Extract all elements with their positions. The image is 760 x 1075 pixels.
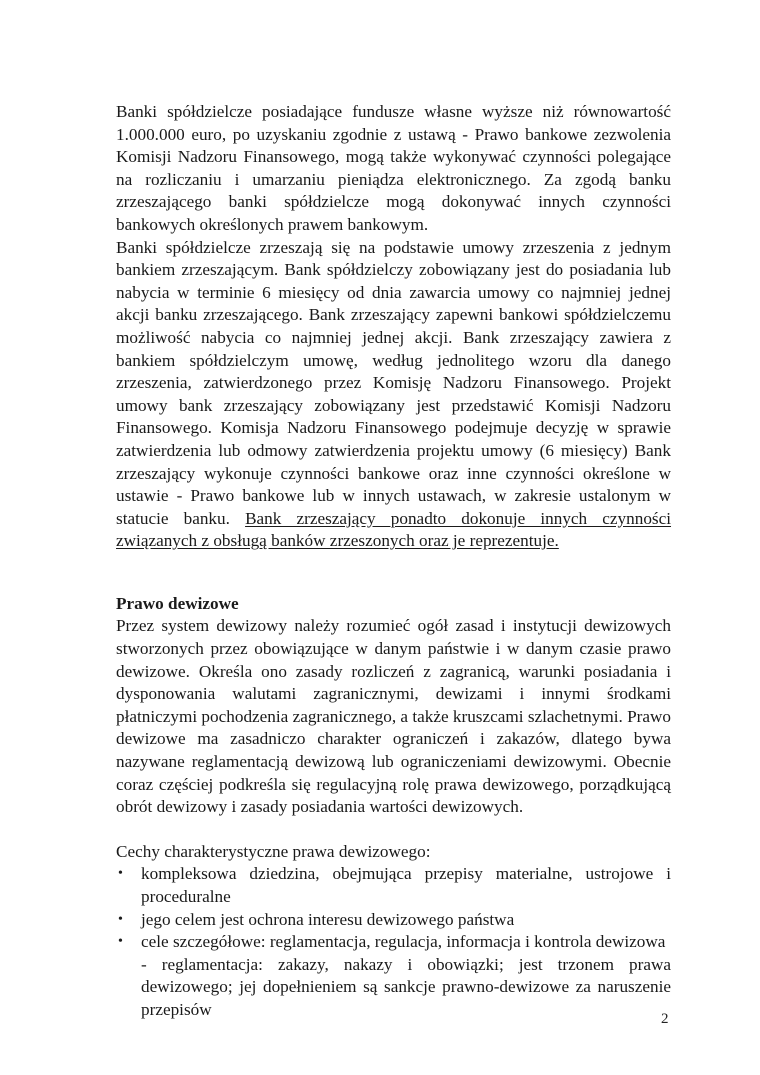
underlined-sentence: Bank zrzeszający ponadto dokonuje innych czynności związanych z obsługą banków zrzeszonych oraz je reprezentuje. [116,508,672,551]
list-item-text: cele szczegółowe: reglamentacja, regulacja, informacja i kontrola dewizowa [141,932,666,952]
list-item [116,863,671,908]
paragraph-association-agreement [116,237,671,553]
section-heading: Prawo dewizowe [116,593,239,613]
list-item-text: jego celem jest ochrona interesu dewizowego państwa [141,909,515,929]
characteristics-list [116,863,671,1021]
paragraph-foreign-exchange-system: Przez system dewizowy należy rozumieć ogół zasad i instytucji dewizowych stworzonych przez obowiązujące w danym państwie i w danym czasie prawo dewizowe. Określa ono zasady rozliczeń z zagranicą, warunki posiadania i dysponowania walutami zagranicznymi, dewizami i innymi środkami płatniczymi pochodzenia zagranicznego, a także kruszcami szlachetnymi. Prawo dewizowe ma zasadniczo charakter ograniczeń i zakazów, dlatego bywa nazywane reglamentacją dewizową lub ograniczeniami dewizowymi. Obecnie coraz częściej podkreśla się regulacyjną rolę prawa dewizowego, porządkującą obrót dewizowy i zasady posiadania wartości dewizowych. [116,616,672,817]
list-item-text: kompleksowa dziedzina, obejmująca przepisy materialne, ustrojowe i proceduralne [141,864,671,906]
list-item-subtext: - reglamentacja: zakazy, nakazy i obowiązki; jest trzonem prawa dewizowego; jej dopełnieniem są sankcje prawno-dewizowe za naruszenie przepisów [141,954,671,1019]
list-item [116,909,671,932]
section-spacer [116,553,671,593]
bullet-icon: • [118,911,123,927]
page-number: 2 [661,1011,669,1027]
bullet-icon: • [118,934,123,950]
list-intro: Cechy charakterystyczne prawa dewizowego: [116,841,431,861]
list-item [116,931,671,1021]
paragraph-cooperative-banks-electronic-money: Banki spółdzielcze posiadające fundusze własne wyższe niż równowartość 1.000.000 euro, po uzyskaniu zgodnie z ustawą - Prawo bankowe zezwolenia Komisji Nadzoru Finansowego, mogą także wykonywać czynności polegające na rozliczaniu i umarzaniu pieniądza elektronicznego. Za zgodą banku zrzeszającego banki spółdzielcze mogą dokonywać innych czynności bankowych określonych prawem bankowym. [116,102,671,234]
paragraph-spacer [116,819,671,841]
paragraph-association-text: Banki spółdzielcze zrzeszają się na podstawie umowy zrzeszenia z jednym bankiem zrzeszającym. Bank spółdzielczy zobowiązany jest do posiadania lub nabycia w terminie 6 miesięcy od dnia zawarcia umowy co najmniej jednej akcji banku zrzeszającego. Bank zrzeszający zapewni bankowi spółdzielczemu możliwość nabycia co najmniej jednej akcji. Bank zrzeszający zawiera z bankiem spółdzielczym umowę, według jednolitego wzoru dla danego zrzeszenia, zatwierdzonego przez Komisję Nadzoru Finansowego. Projekt umowy bank zrzeszający zobowiązany jest przedstawić Komisji Nadzoru Finansowego. Komisja Nadzoru Finansowego podejmuje decyzję w sprawie zatwierdzenia lub odmowy zatwierdzenia projektu umowy (6 miesięcy) Bank zrzeszający wykonuje czynności bankowe oraz inne czynności określone w ustawie - Prawo bankowe lub w innych ustawach, w zakresie ustalonym w statucie banku. [116,237,671,528]
document-page [116,101,671,1022]
bullet-icon: • [118,866,123,882]
